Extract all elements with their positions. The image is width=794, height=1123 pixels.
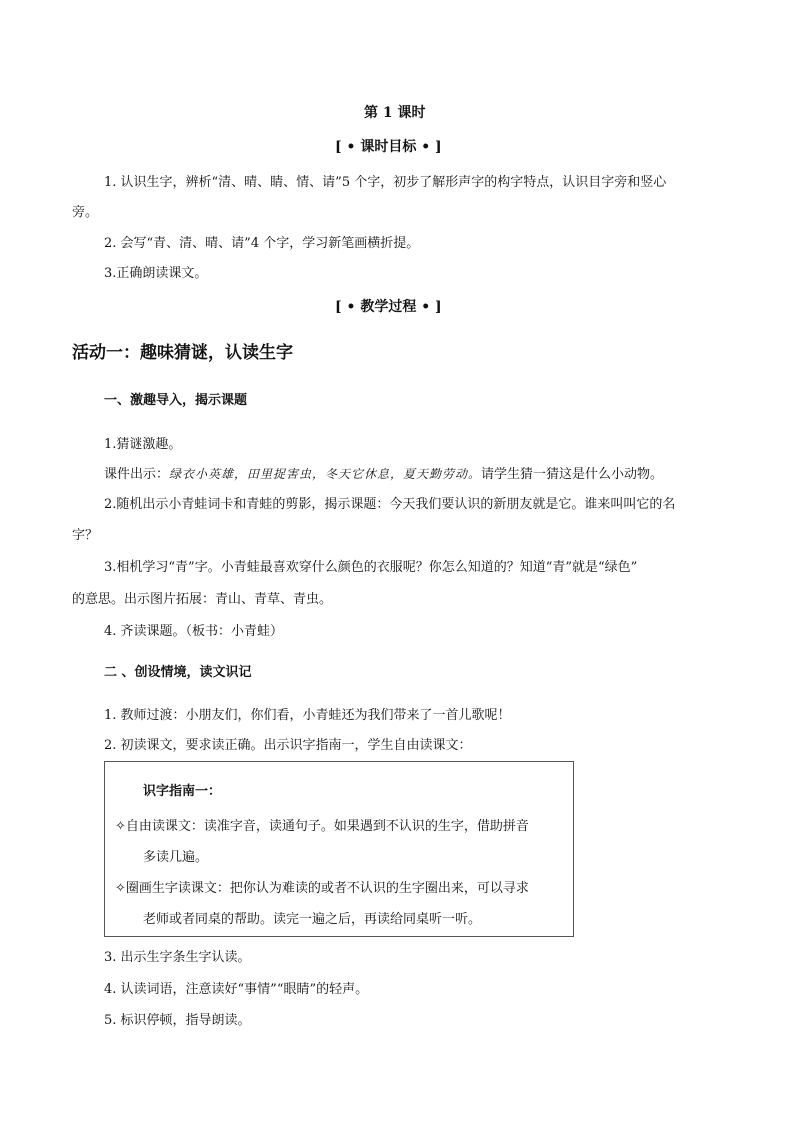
para-pause-marks: 5. 标识停顿，指导朗读。 (104, 1013, 251, 1028)
guide-title: 识字指南一： (143, 784, 222, 799)
goal-item-3: 3.正确朗读课文。 (104, 266, 208, 281)
goal-item-1-cont: 旁。 (72, 205, 99, 220)
para-read-words: 4. 认读词语，注意读好“事情”“眼睛”的轻声。 (104, 982, 369, 997)
section-heading-1: 一、激趣导入，揭示课题 (104, 393, 248, 408)
courseware-tail: 请学生猜一猜这是什么小动物。 (481, 467, 664, 482)
guide-item-2: ✧圈画生字读课文：把你认为难读的或者不认识的生字圈出来，可以寻求 (115, 881, 529, 896)
activity-title: 活动一：趣味猜谜，认读生字 (72, 343, 293, 363)
section-heading-2: 二 、创设情境，读文识记 (104, 665, 252, 680)
guide-item-2-cont: 老师或者同桌的帮助。读完一遍之后，再读给同桌听一听。 (143, 912, 482, 927)
para-learn-qing: 3.相机学习“青”字。小青蛙最喜欢穿什么颜色的衣服呢？你怎么知道的？知道“青”就是“绿色” (104, 560, 638, 575)
page-title: 第 1 课时 (364, 105, 426, 121)
process-header: [ • 教学过程 • ] (335, 299, 442, 315)
guide-item-1-cont: 多读几遍。 (143, 850, 209, 865)
riddle-text: 绿衣小英雄，田里捉害虫，冬天它休息，夏天勤劳动。 (169, 467, 482, 481)
para-riddle-intro: 1.猜谜激趣。 (104, 437, 182, 452)
goal-item-2: 2. 会写“青、清、晴、请”4 个字，学习新笔画横折提。 (104, 236, 420, 251)
para-learn-qing-cont: 的意思。出示图片拓展：青山、青草、青虫。 (72, 592, 333, 607)
literacy-guide-box (104, 761, 574, 937)
para-read-title: 4. 齐读课题。（板书：小青蛙） (104, 624, 284, 639)
goal-item-1: 1. 认识生字，辨析“清、晴、睛、情、请”5 个字，初步了解形声字的构字特点，认识目字旁和竖心 (104, 175, 667, 190)
para-reveal-title: 2.随机出示小青蛙词卡和青蛙的剪影，揭示课题：今天我们要认识的新朋友就是它。谁来叫叫它的名 (104, 497, 676, 512)
para-courseware (104, 463, 663, 482)
para-first-read: 2. 初读课文，要求读正确。出示识字指南一，学生自由读课文： (104, 738, 472, 753)
courseware-label: 课件出示： (104, 467, 170, 482)
goals-header: [ • 课时目标 • ] (335, 139, 442, 155)
para-reveal-title-cont: 字？ (72, 528, 99, 543)
para-character-cards: 3. 出示生字条生字认读。 (104, 950, 251, 965)
guide-item-1: ✧自由读课文：读准字音，读通句子。如果遇到不认识的生字，借助拼音 (115, 819, 529, 834)
para-transition: 1. 教师过渡：小朋友们，你们看，小青蛙还为我们带来了一首儿歌呢！ (104, 708, 511, 723)
